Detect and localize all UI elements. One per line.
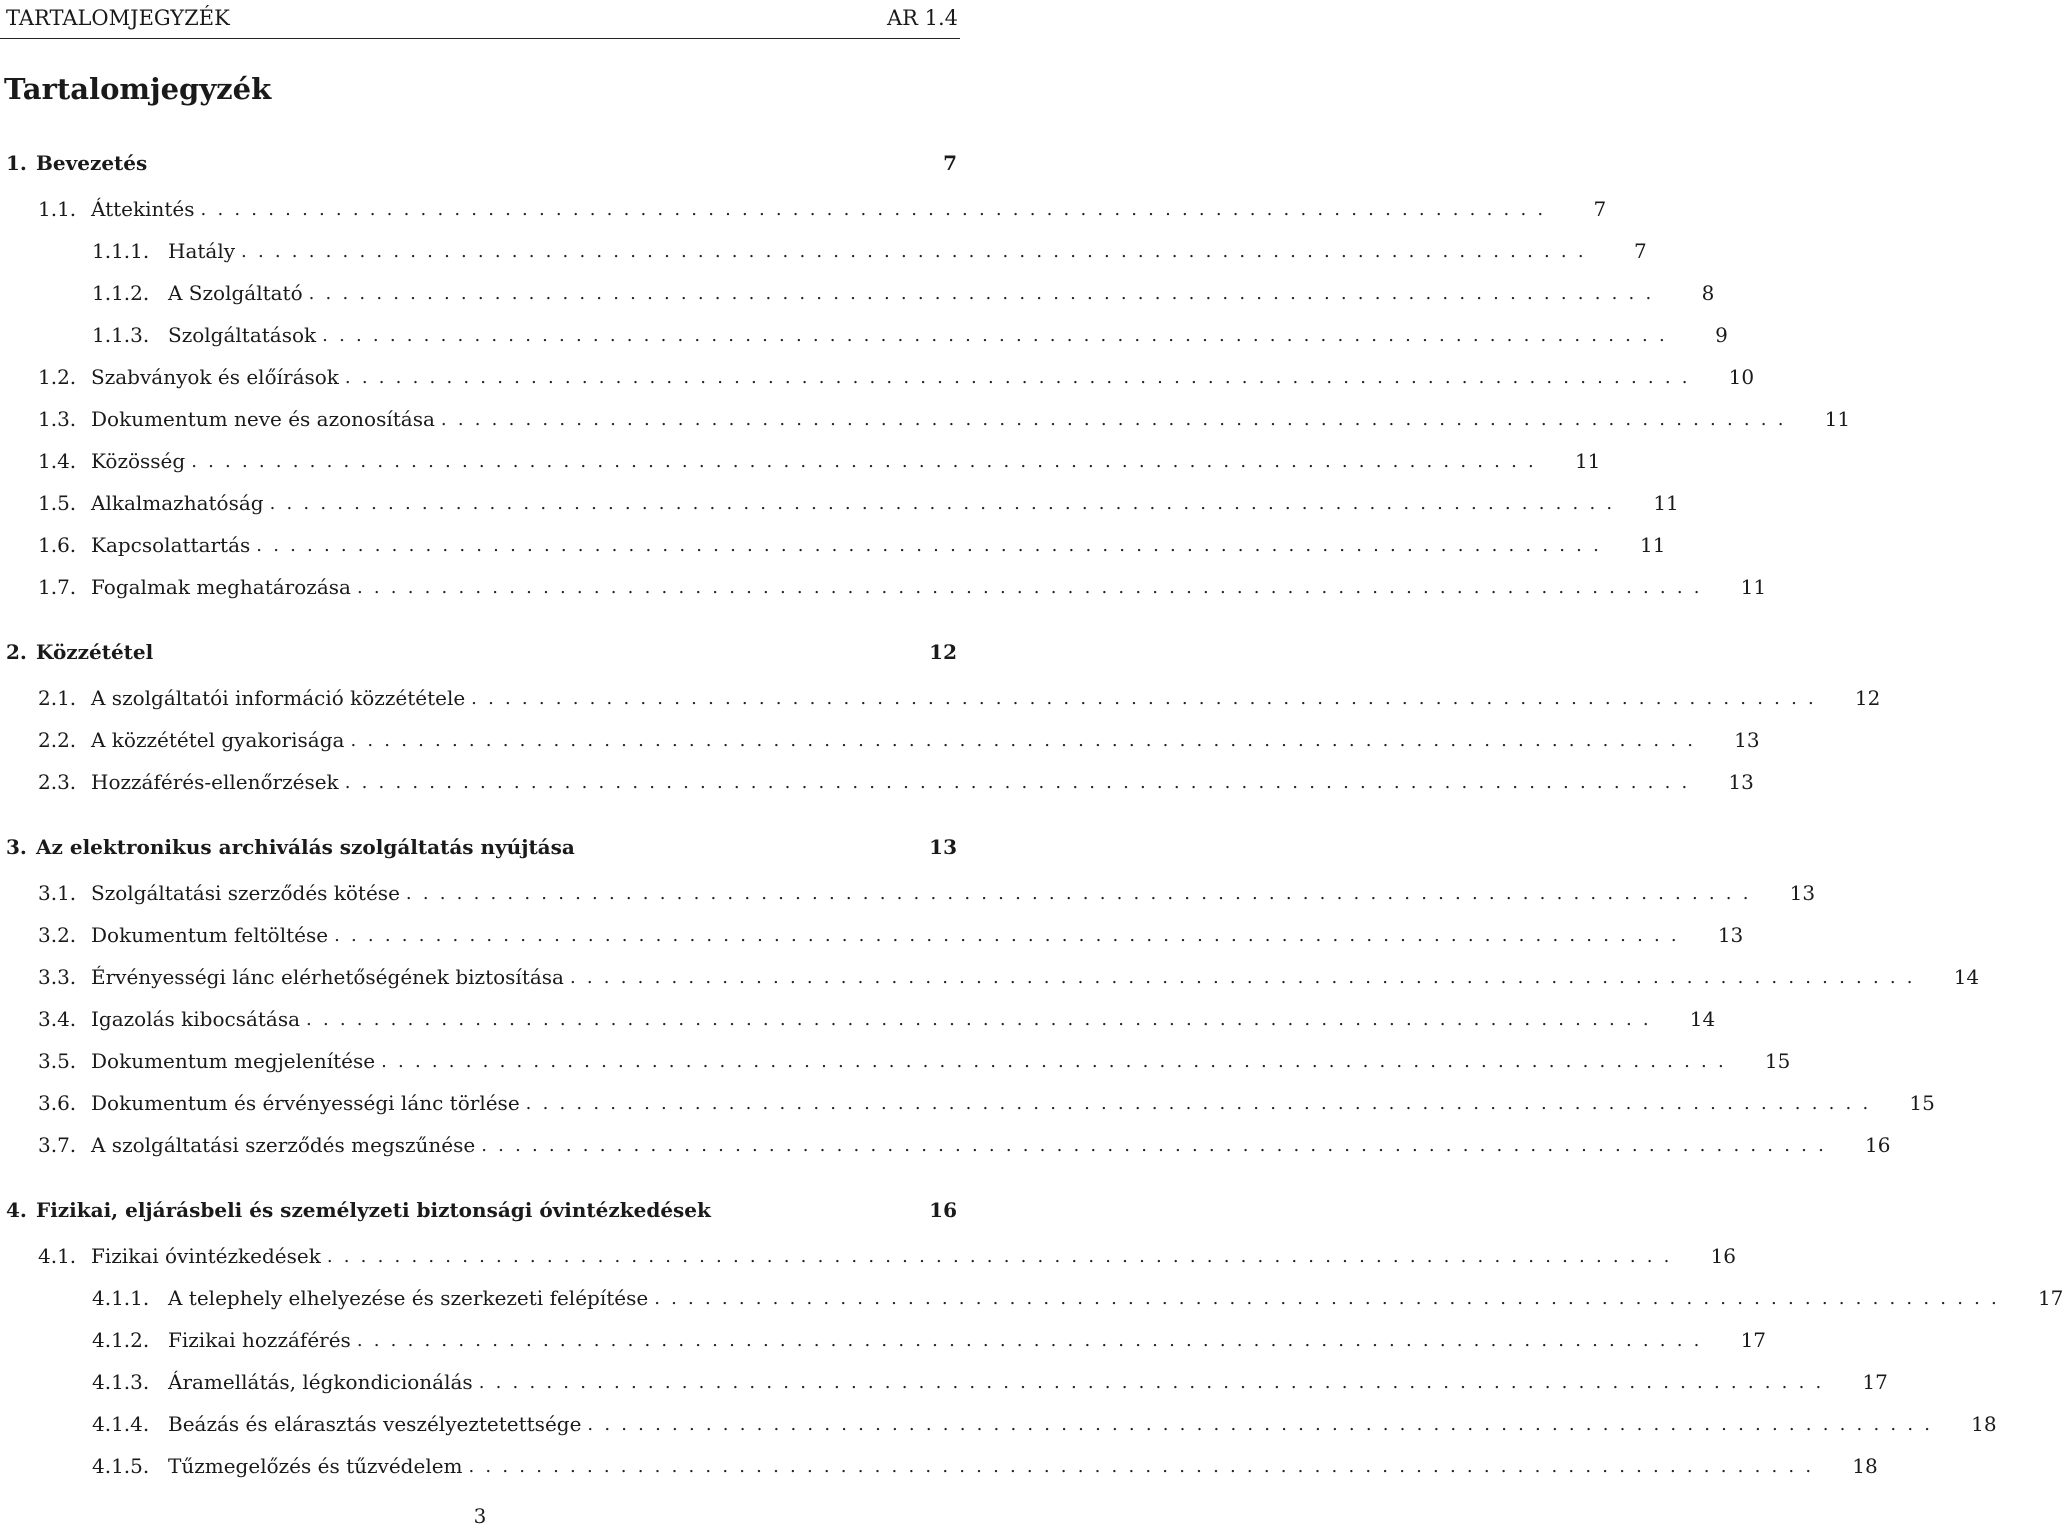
toc-entry-number: 4.1.4.: [92, 1412, 150, 1436]
toc-entry-page: 17: [1862, 1370, 1888, 1394]
toc-entry[interactable]: [92, 1365, 1888, 1399]
toc-entry-number: 1.7.: [38, 575, 77, 599]
toc-entry-title: Hatály: [168, 239, 236, 263]
toc-entry[interactable]: [92, 1281, 2063, 1315]
toc-entry[interactable]: [38, 1086, 1935, 1120]
toc-entry-number: 4.1.3.: [92, 1370, 150, 1394]
toc-dot-leader: ................................................................................: [587, 1413, 1942, 1435]
toc-dot-leader: ................................................................................: [478, 1371, 1833, 1393]
toc-entry[interactable]: [92, 1323, 1767, 1357]
toc-entry-page: 7: [943, 151, 957, 175]
toc-entry[interactable]: [38, 444, 1601, 478]
toc-entry[interactable]: [92, 276, 1715, 310]
toc-entry-page: 13: [1734, 728, 1760, 752]
toc-entry[interactable]: [38, 960, 1980, 994]
toc-entry[interactable]: [38, 192, 1607, 226]
toc-entry-page: 11: [1640, 533, 1666, 557]
toc-entry-page: 13: [929, 835, 957, 859]
toc-dot-leader: ................................................................................: [241, 240, 1595, 262]
toc-entry-number: 3.2.: [38, 923, 77, 947]
toc-entry[interactable]: [38, 681, 1881, 715]
toc-entry-page: 17: [1740, 1328, 1767, 1352]
toc-entry-number: 3.: [6, 835, 27, 859]
toc-entry-title: Fogalmak meghatározása: [91, 575, 351, 599]
toc-entry-title: Beázás és elárasztás veszélyeztetettsége: [168, 1412, 582, 1436]
toc-entry[interactable]: [38, 918, 1744, 952]
toc-dot-leader: ................................................................................: [481, 1134, 1835, 1156]
toc-entry-page: 12: [1854, 686, 1881, 710]
toc-dot-leader: ................................................................................: [344, 771, 1699, 793]
toc-dot-leader: ................................................................................: [344, 366, 1699, 388]
toc-entry-title: Szolgáltatási szerződés kötése: [91, 881, 400, 905]
toc-dot-leader: ................................................................................: [306, 1008, 1660, 1030]
toc-entry-page: 14: [1953, 965, 1980, 989]
toc-entry-number: 2.2.: [38, 728, 77, 752]
toc-entry-page: 14: [1689, 1007, 1716, 1031]
toc-entry-number: 1.3.: [38, 407, 77, 431]
toc-entry-title: Az elektronikus archiválás szolgáltatás nyújtása: [36, 835, 575, 859]
toc-entry-title: Szabványok és előírások: [91, 365, 339, 389]
toc-entry-title: Fizikai hozzáférés: [168, 1328, 351, 1352]
toc-dot-leader: ................................................................................: [525, 1092, 1880, 1114]
toc-entry-title: Dokumentum megjelenítése: [91, 1049, 376, 1073]
toc-entry-number: 2.1.: [38, 686, 77, 710]
toc-entry-title: Alkalmazhatóság: [91, 491, 264, 515]
toc-entry-number: 4.1.2.: [92, 1328, 150, 1352]
toc-entry-page: 16: [929, 1198, 957, 1222]
toc-entry-page: 16: [1710, 1244, 1737, 1268]
toc-entry-page: 17: [2037, 1286, 2063, 1310]
toc-entry-title: Kapcsolattartás: [91, 533, 251, 557]
toc-entry-page: 15: [1909, 1091, 1935, 1115]
toc-entry-page: 8: [1701, 281, 1715, 305]
toc-entry-title: Fizikai óvintézkedések: [91, 1244, 321, 1268]
toc-entry-title: A telephely elhelyezése és szerkezeti felépítése: [168, 1286, 649, 1310]
toc-entry-title: Hozzáférés-ellenőrzések: [91, 770, 339, 794]
toc-entry[interactable]: [38, 1002, 1716, 1036]
page-title: Tartalomjegyzék: [4, 72, 272, 106]
toc-entry-number: 1.: [6, 151, 27, 175]
toc-entry[interactable]: [38, 486, 1679, 520]
toc-entry[interactable]: [6, 146, 957, 180]
toc-entry-number: 3.6.: [38, 1091, 77, 1115]
toc-entry-number: 3.4.: [38, 1007, 77, 1031]
toc-entry[interactable]: [92, 234, 1647, 268]
toc-dot-leader: ................................................................................: [334, 924, 1688, 946]
toc-entry-title: Áramellátás, légkondicionálás: [168, 1370, 473, 1394]
toc-entry[interactable]: [38, 876, 1816, 910]
toc-entry-title: Dokumentum és érvényességi lánc törlése: [91, 1091, 520, 1115]
toc-entry[interactable]: [38, 765, 1754, 799]
toc-dot-leader: ................................................................................: [440, 408, 1795, 430]
toc-entry-title: A Szolgáltató: [168, 281, 303, 305]
toc-entry[interactable]: [6, 635, 957, 669]
toc-entry[interactable]: [38, 723, 1760, 757]
toc-entry-number: 3.7.: [38, 1133, 77, 1157]
toc-entry-number: 1.2.: [38, 365, 77, 389]
toc-entry-page: 9: [1715, 323, 1728, 347]
toc-entry-title: Tűzmegelőzés és tűzvédelem: [168, 1454, 463, 1478]
toc-entry-number: 1.1.: [38, 197, 77, 221]
toc-entry-page: 16: [1864, 1133, 1891, 1157]
toc-entry-title: Dokumentum feltöltése: [91, 923, 329, 947]
header-rule: [0, 38, 960, 39]
toc-entry[interactable]: [6, 1193, 957, 1227]
toc-entry[interactable]: [38, 1128, 1891, 1162]
toc-entry-number: 4.: [6, 1198, 27, 1222]
toc-entry-number: 3.3.: [38, 965, 77, 989]
toc-dot-leader: ................................................................................: [269, 492, 1624, 514]
toc-entry-page: 18: [1971, 1412, 1997, 1436]
toc-entry[interactable]: [38, 402, 1851, 436]
toc-dot-leader: ................................................................................: [468, 1455, 1823, 1477]
toc-entry-title: Közösség: [91, 449, 186, 473]
toc-dot-leader: ................................................................................: [356, 576, 1711, 598]
toc-entry-title: Bevezetés: [36, 151, 148, 175]
toc-dot-leader: ................................................................................: [256, 534, 1611, 556]
toc-entry-page: 7: [1593, 197, 1607, 221]
toc-entry-title: Igazolás kibocsátása: [91, 1007, 301, 1031]
toc-entry[interactable]: [38, 570, 1767, 604]
toc-entry-number: 1.1.2.: [92, 281, 150, 305]
toc-dot-leader: ................................................................................: [200, 198, 1555, 220]
toc-entry-page: 10: [1728, 365, 1755, 389]
toc-entry[interactable]: [6, 830, 957, 864]
toc-entry-title: Fizikai, eljárásbeli és személyzeti biztonsági óvintézkedések: [36, 1198, 711, 1222]
toc-entry-page: 13: [1717, 923, 1744, 947]
toc-entry-number: 3.5.: [38, 1049, 77, 1073]
toc-entry-page: 15: [1764, 1049, 1791, 1073]
running-header-title: TARTALOMJEGYZÉK: [6, 6, 230, 30]
toc-entry[interactable]: [92, 1407, 1997, 1441]
toc-dot-leader: ................................................................................: [322, 324, 1676, 346]
toc-entry-title: Dokumentum neve és azonosítása: [91, 407, 435, 431]
toc-entry-page: 13: [1789, 881, 1816, 905]
toc-entry-number: 4.1.: [38, 1244, 77, 1268]
toc-entry-title: Közzététel: [36, 640, 154, 664]
toc-entry-number: 1.4.: [38, 449, 77, 473]
toc-entry-title: A szolgáltatói információ közzététele: [91, 686, 466, 710]
toc-dot-leader: ................................................................................: [654, 1287, 2008, 1309]
toc-entry-number: 1.1.1.: [92, 239, 150, 263]
toc-entry-page: 13: [1728, 770, 1754, 794]
toc-entry-number: 2.: [6, 640, 27, 664]
toc-dot-leader: ................................................................................: [308, 282, 1663, 304]
toc-dot-leader: ................................................................................: [381, 1050, 1735, 1072]
toc-dot-leader: ................................................................................: [569, 966, 1924, 988]
running-header: [0, 4, 960, 38]
toc-entry-page: 12: [929, 640, 957, 664]
toc-entry-number: 4.1.1.: [92, 1286, 150, 1310]
toc-dot-leader: ................................................................................: [471, 687, 1825, 709]
toc-entry-page: 11: [1824, 407, 1851, 431]
toc-entry-page: 7: [1634, 239, 1647, 263]
page-number: 3: [473, 1504, 487, 1528]
toc-entry-title: Áttekintés: [91, 197, 195, 221]
toc-entry[interactable]: [92, 1449, 1878, 1483]
toc-entry-title: Érvényességi lánc elérhetőségének biztosítása: [91, 965, 564, 989]
toc-dot-leader: ................................................................................: [191, 450, 1545, 472]
toc-entry[interactable]: [38, 528, 1666, 562]
toc-entry-number: 2.3.: [38, 770, 77, 794]
toc-entry-number: 1.5.: [38, 491, 77, 515]
toc-entry-number: 4.1.5.: [92, 1454, 150, 1478]
toc-entry[interactable]: [38, 360, 1755, 394]
toc-entry[interactable]: [38, 1044, 1791, 1078]
toc-dot-leader: ................................................................................: [326, 1245, 1681, 1267]
toc-entry-number: 1.1.3.: [92, 323, 150, 347]
toc-entry-number: 1.6.: [38, 533, 77, 557]
toc-entry-page: 18: [1852, 1454, 1878, 1478]
running-header-version: AR 1.4: [886, 6, 958, 30]
toc-entry-page: 11: [1740, 575, 1767, 599]
toc-dot-leader: ................................................................................: [405, 882, 1760, 904]
toc-entry-number: 3.1.: [38, 881, 77, 905]
toc-entry-page: 11: [1653, 491, 1679, 515]
toc-dot-leader: ................................................................................: [356, 1329, 1711, 1351]
toc-entry-page: 11: [1574, 449, 1601, 473]
toc-dot-leader: ................................................................................: [350, 729, 1705, 751]
toc-entry-title: A közzététel gyakorisága: [91, 728, 345, 752]
toc-entry[interactable]: [38, 1239, 1737, 1273]
toc-entry-title: A szolgáltatási szerződés megszűnése: [91, 1133, 476, 1157]
toc-entry[interactable]: [92, 318, 1728, 352]
toc-entry-title: Szolgáltatások: [168, 323, 317, 347]
